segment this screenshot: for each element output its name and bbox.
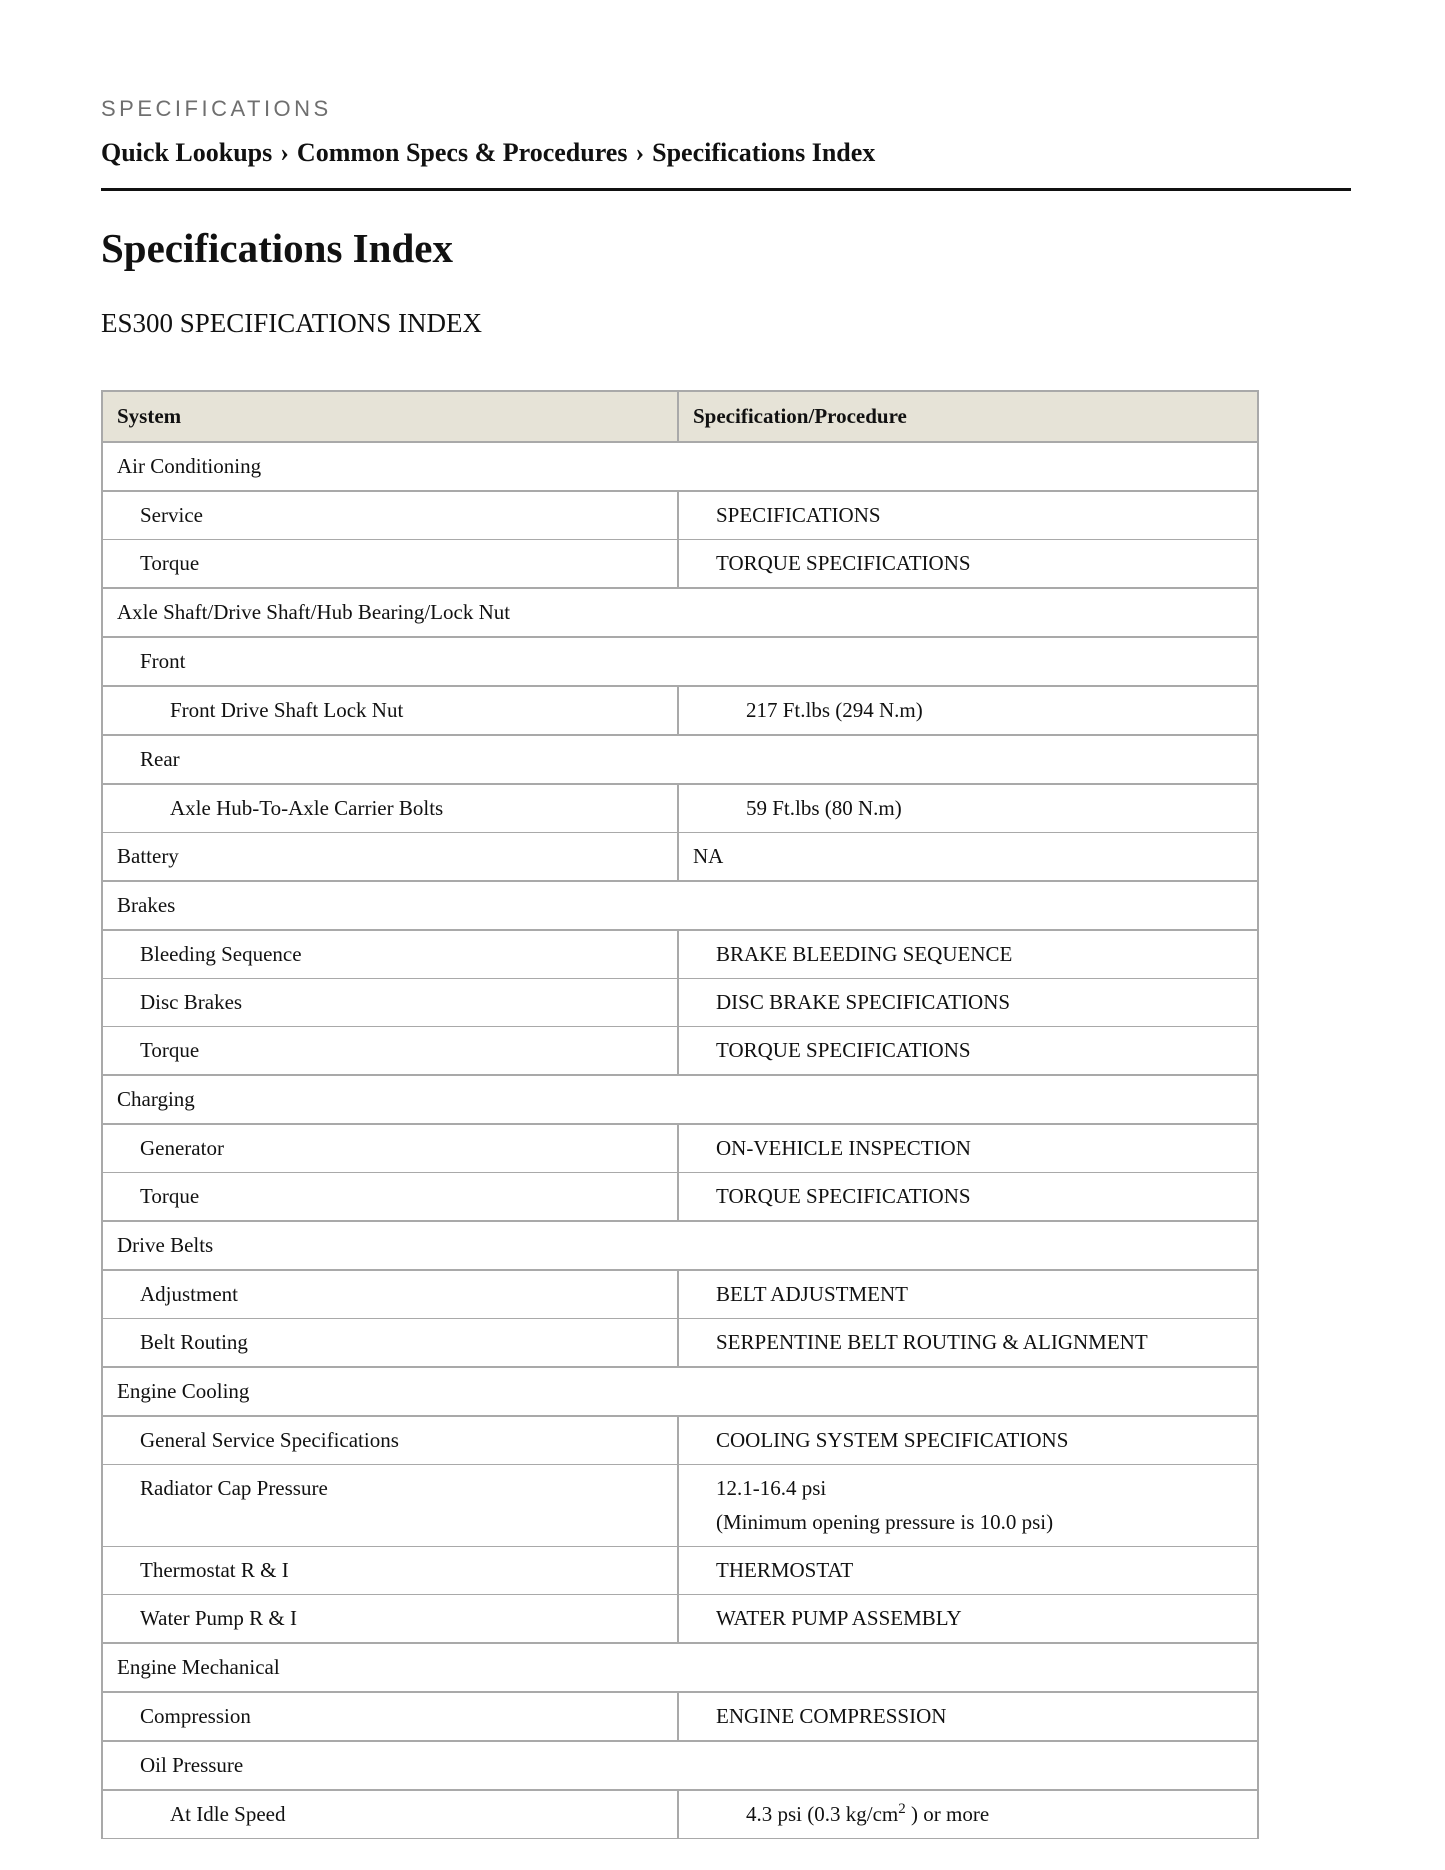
specification-cell [678, 833, 1258, 882]
system-cell: Bleeding Sequence [102, 930, 678, 979]
specification-cell [678, 1547, 1258, 1595]
group-label: Rear [102, 735, 1258, 784]
table-row [102, 1319, 1258, 1368]
system-cell: Adjustment [102, 1270, 678, 1319]
table-row [102, 1595, 1258, 1644]
specification-value[interactable]: TORQUE SPECIFICATIONS [716, 1184, 971, 1208]
system-cell: Belt Routing [102, 1319, 678, 1368]
system-cell: Water Pump R & I [102, 1595, 678, 1644]
group-label: Axle Shaft/Drive Shaft/Hub Bearing/Lock Nut [102, 588, 1258, 637]
breadcrumb-separator: › [280, 138, 289, 167]
table-row [102, 1124, 1258, 1173]
specification-value[interactable]: TORQUE SPECIFICATIONS [716, 1038, 971, 1062]
group-label: Front [102, 637, 1258, 686]
specification-cell [678, 1270, 1258, 1319]
system-cell: Torque [102, 1173, 678, 1222]
specification-value[interactable]: BRAKE BLEEDING SEQUENCE [716, 942, 1013, 966]
specification-cell [678, 1595, 1258, 1644]
breadcrumb-item-quick-lookups[interactable]: Quick Lookups [101, 138, 273, 167]
specification-value[interactable]: SPECIFICATIONS [716, 503, 881, 527]
specifications-table [101, 390, 1259, 1839]
specification-cell [678, 491, 1258, 540]
system-cell: Thermostat R & I [102, 1547, 678, 1595]
specification-value[interactable]: BELT ADJUSTMENT [716, 1282, 908, 1306]
column-header-specification: Specification/Procedure [678, 391, 1258, 442]
specification-value[interactable]: WATER PUMP ASSEMBLY [716, 1606, 962, 1630]
specification-value[interactable]: TORQUE SPECIFICATIONS [716, 551, 971, 575]
breadcrumb [101, 138, 875, 168]
table-row [102, 1173, 1258, 1222]
group-label: Air Conditioning [102, 442, 1258, 491]
specification-cell [678, 1319, 1258, 1368]
specification-cell [678, 686, 1258, 735]
table-row [102, 1027, 1258, 1076]
table-row [102, 686, 1258, 735]
table-row [102, 1416, 1258, 1465]
system-cell: Axle Hub-To-Axle Carrier Bolts [102, 784, 678, 833]
table-group-row [102, 442, 1258, 491]
group-label: Charging [102, 1075, 1258, 1124]
table-group-row [102, 1075, 1258, 1124]
section-kicker: SPECIFICATIONS [101, 96, 332, 121]
specification-cell [678, 784, 1258, 833]
system-cell: At Idle Speed [102, 1790, 678, 1839]
group-label: Brakes [102, 881, 1258, 930]
table-group-row [102, 1367, 1258, 1416]
specification-cell [678, 1465, 1258, 1547]
system-cell: Service [102, 491, 678, 540]
table-group-row [102, 1221, 1258, 1270]
table-row [102, 1547, 1258, 1595]
table-row [102, 540, 1258, 589]
table-group-row [102, 588, 1258, 637]
table-group-row [102, 881, 1258, 930]
specification-cell [678, 1416, 1258, 1465]
breadcrumb-item-specifications-index: Specifications Index [652, 138, 876, 167]
table-body [102, 442, 1258, 1839]
specification-value[interactable]: COOLING SYSTEM SPECIFICATIONS [716, 1428, 1069, 1452]
system-cell: Generator [102, 1124, 678, 1173]
column-header-system: System [102, 391, 678, 442]
system-cell: Battery [102, 833, 678, 882]
table-group-row [102, 735, 1258, 784]
specification-cell [678, 979, 1258, 1027]
system-cell: Disc Brakes [102, 979, 678, 1027]
table-row [102, 1465, 1258, 1547]
system-cell: Front Drive Shaft Lock Nut [102, 686, 678, 735]
system-cell: Radiator Cap Pressure [102, 1465, 678, 1547]
specification-cell [678, 1692, 1258, 1741]
table-header-row [102, 391, 1258, 442]
specification-cell [678, 930, 1258, 979]
specification-value: 12.1-16.4 psi [716, 1476, 827, 1500]
table-group-row [102, 1643, 1258, 1692]
specification-value[interactable]: DISC BRAKE SPECIFICATIONS [716, 990, 1011, 1014]
group-label: Drive Belts [102, 1221, 1258, 1270]
table-row [102, 930, 1258, 979]
table-group-row [102, 637, 1258, 686]
breadcrumb-separator: › [635, 138, 645, 167]
group-label: Engine Mechanical [102, 1643, 1258, 1692]
page-title: Specifications Index [101, 225, 453, 271]
table-group-row [102, 1741, 1258, 1790]
specification-value[interactable]: ON-VEHICLE INSPECTION [716, 1136, 971, 1160]
specification-value: 4.3 psi (0.3 kg/cm [746, 1802, 899, 1826]
table-row [102, 784, 1258, 833]
group-label: Oil Pressure [102, 1741, 1258, 1790]
specification-value: 59 Ft.lbs (80 N.m) [746, 796, 902, 820]
group-label: Engine Cooling [102, 1367, 1258, 1416]
specification-value[interactable]: ENGINE COMPRESSION [716, 1704, 947, 1728]
specification-superscript: 2 [898, 1801, 906, 1817]
table-row [102, 491, 1258, 540]
specification-value-suffix: ) or more [905, 1802, 990, 1826]
specification-cell [678, 1790, 1258, 1839]
specification-value: 217 Ft.lbs (294 N.m) [746, 698, 923, 722]
header-divider [101, 188, 1351, 191]
table-row [102, 979, 1258, 1027]
page-subtitle: ES300 SPECIFICATIONS INDEX [101, 308, 483, 338]
table-row [102, 1790, 1258, 1839]
specification-cell [678, 1027, 1258, 1076]
system-cell: General Service Specifications [102, 1416, 678, 1465]
table-row [102, 833, 1258, 882]
table-row [102, 1270, 1258, 1319]
specification-cell [678, 1124, 1258, 1173]
specification-value[interactable]: THERMOSTAT [716, 1558, 854, 1582]
system-cell: Torque [102, 1027, 678, 1076]
table-row [102, 1692, 1258, 1741]
breadcrumb-item-common-specs[interactable]: Common Specs & Procedures [296, 138, 628, 167]
specification-cell [678, 1173, 1258, 1222]
specification-value: NA [693, 844, 724, 868]
system-cell: Torque [102, 540, 678, 589]
specification-value[interactable]: SERPENTINE BELT ROUTING & ALIGNMENT [716, 1330, 1148, 1354]
system-cell: Compression [102, 1692, 678, 1741]
specification-cell [678, 540, 1258, 589]
specification-note: (Minimum opening pressure is 10.0 psi) [716, 1510, 1054, 1534]
